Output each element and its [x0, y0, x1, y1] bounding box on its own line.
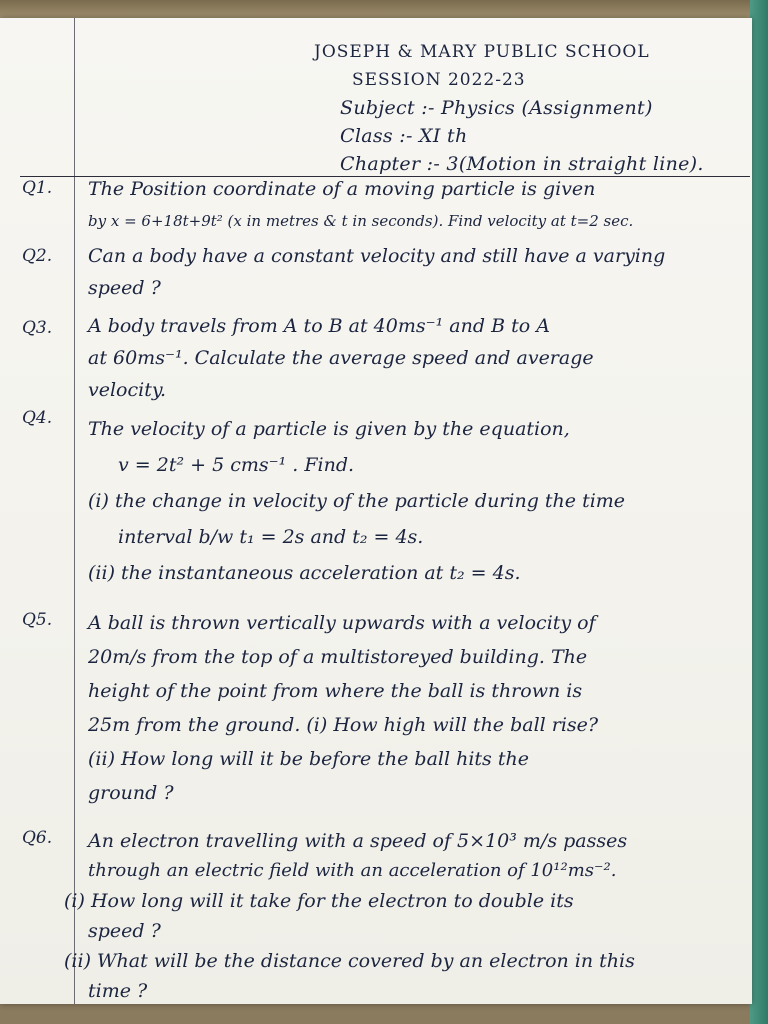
question-line: The Position coordinate of a moving particle is given [88, 178, 596, 200]
question-line: by x = 6+18t+9t² (x in metres & t in seconds). Find velocity at t=2 sec. [88, 212, 634, 230]
question-line: A body travels from A to B at 40ms⁻¹ and B to A [88, 315, 550, 337]
question-1 [88, 173, 738, 237]
chapter: Chapter :- 3(Motion in straight line). [340, 153, 704, 175]
class: Class :- XI th [340, 125, 468, 147]
question-line: time ? [88, 980, 148, 1002]
margin-line [74, 18, 75, 1004]
background-edge-top [0, 0, 768, 18]
school-name: JOSEPH & MARY PUBLIC SCHOOL [314, 42, 650, 62]
question-line: v = 2t² + 5 cms⁻¹ . Find. [118, 454, 355, 476]
document-header [300, 38, 740, 178]
question-2 [88, 240, 738, 304]
question-line: height of the point from where the ball is thrown is [88, 680, 583, 702]
background-edge-right [750, 0, 768, 1024]
question-line: The velocity of a particle is given by the equation, [88, 418, 570, 440]
question-number: Q4. [22, 408, 53, 428]
question-4 [88, 412, 738, 592]
question-line: (i) the change in velocity of the particle during the time [88, 490, 626, 512]
question-line: (ii) What will be the distance covered by an electron in this [64, 950, 635, 972]
question-line: speed ? [88, 277, 161, 299]
question-line: through an electric field with an acceleration of 10¹²ms⁻². [88, 860, 617, 881]
question-6 [64, 826, 738, 1004]
question-line: 20m/s from the top of a multistoreyed building. The [88, 646, 588, 668]
question-line: velocity. [88, 379, 167, 401]
question-line: speed ? [88, 920, 161, 942]
question-3 [88, 310, 738, 406]
question-number: Q1. [22, 178, 53, 198]
question-line: interval b/w t₁ = 2s and t₂ = 4s. [118, 526, 424, 548]
question-number: Q6. [22, 828, 53, 848]
question-line: A ball is thrown vertically upwards with a velocity of [88, 612, 596, 634]
question-line: Can a body have a constant velocity and still have a varying [88, 245, 666, 267]
question-number: Q5. [22, 610, 53, 630]
question-line: (ii) How long will it be before the ball hits the [88, 748, 529, 770]
question-number: Q3. [22, 318, 53, 338]
question-line: (ii) the instantaneous acceleration at t₂ = 4s. [88, 562, 521, 584]
question-line: at 60ms⁻¹. Calculate the average speed and average [88, 347, 594, 369]
session: SESSION 2022-23 [352, 70, 526, 90]
question-line: 25m from the ground. (i) How high will the ball rise? [88, 714, 599, 736]
question-line: (i) How long will it take for the electron to double its [64, 890, 574, 912]
assignment-sheet [0, 18, 752, 1004]
question-5 [88, 606, 738, 810]
question-line: An electron travelling with a speed of 5×10³ m/s passes [88, 830, 628, 852]
question-line: ground ? [88, 782, 174, 804]
subject: Subject :- Physics (Assignment) [340, 97, 653, 119]
question-number: Q2. [22, 246, 53, 266]
